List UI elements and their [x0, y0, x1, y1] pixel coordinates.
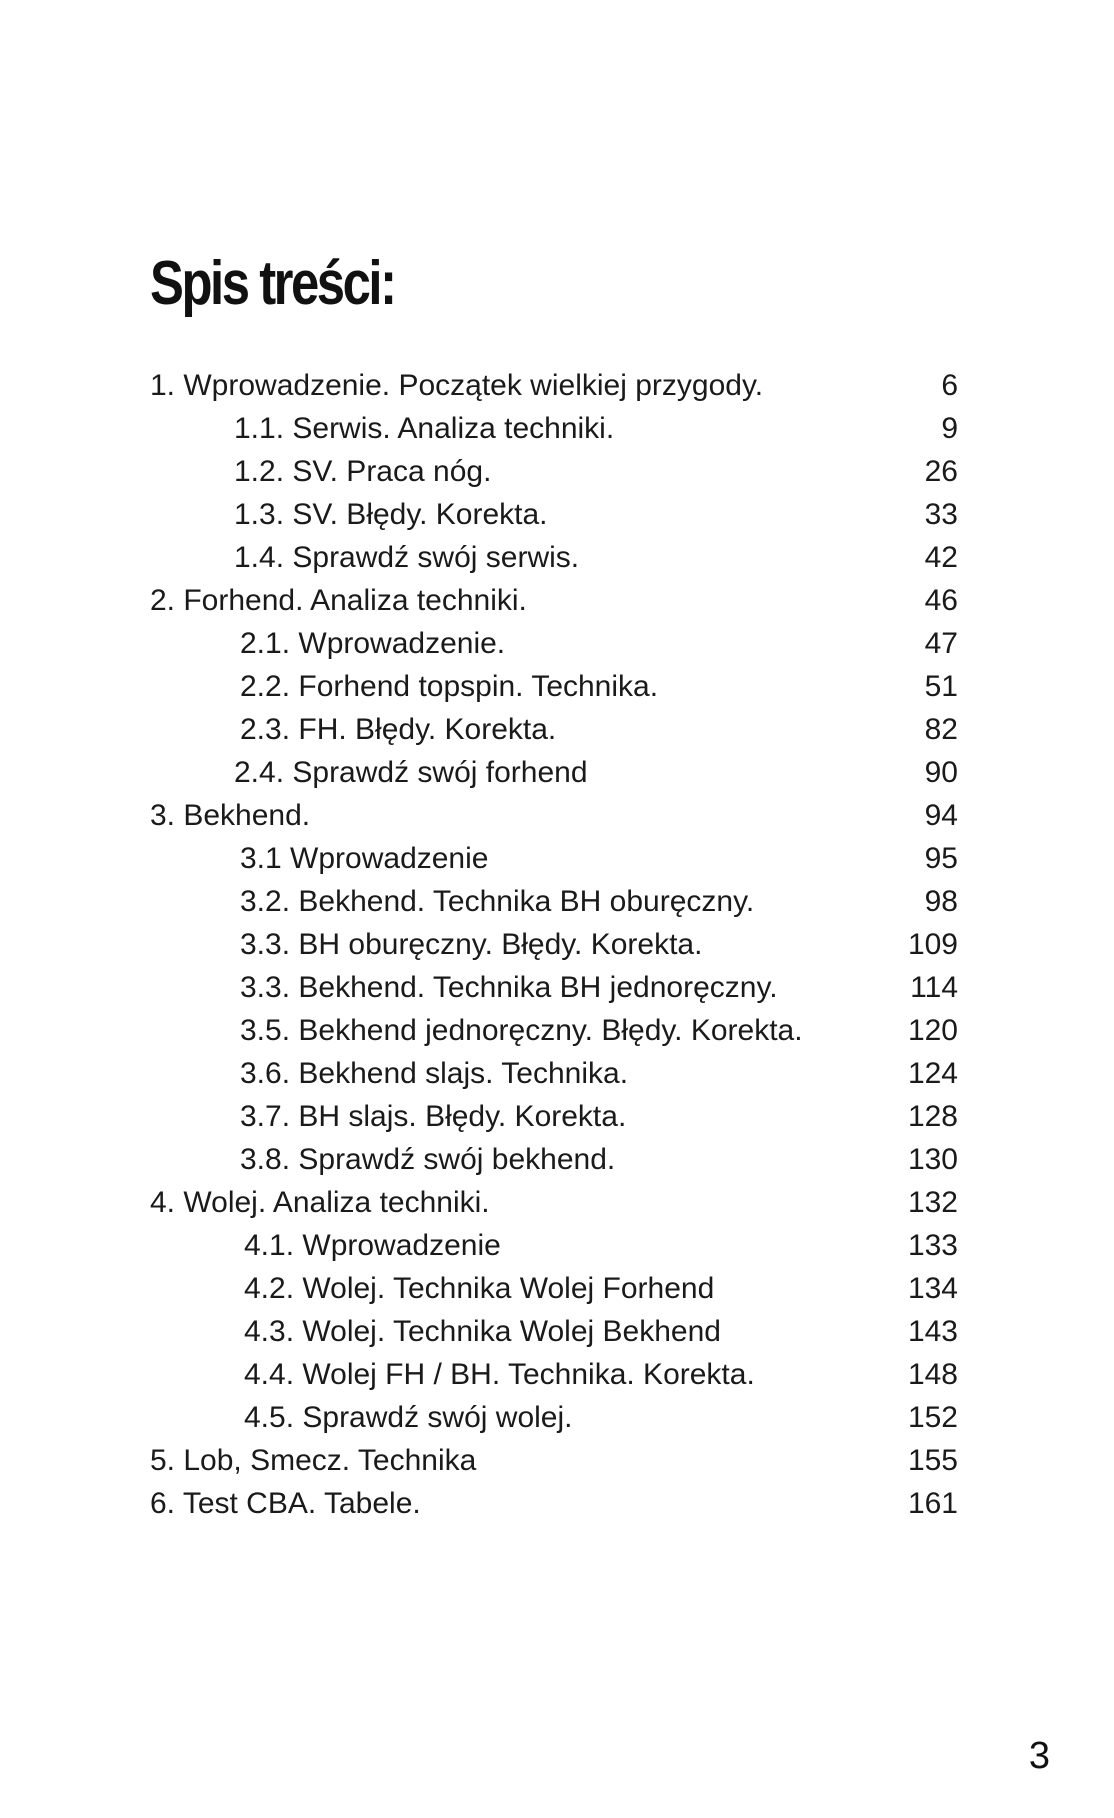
toc-entry-page: 46: [924, 584, 958, 617]
toc-entry-page: 120: [907, 1014, 958, 1047]
toc-entry-page: 9: [941, 412, 958, 445]
toc-entry: [150, 923, 958, 966]
toc-entry-title: 5. Lob, Smecz. Technika: [150, 1444, 477, 1477]
toc-entry: [150, 579, 958, 622]
page-title: Spis treści:: [150, 249, 395, 318]
toc-entry: [150, 751, 958, 794]
toc-entry: [150, 794, 958, 837]
toc-entry-title: 3.2. Bekhend. Technika BH oburęczny.: [240, 885, 755, 918]
toc-entry-title: 3.8. Sprawdź swój bekhend.: [240, 1143, 616, 1176]
toc-entry-title: 4.5. Sprawdź swój wolej.: [244, 1401, 573, 1434]
toc-entry-page: 148: [907, 1358, 958, 1391]
toc-entry: [150, 966, 958, 1009]
toc-entry-page: 132: [907, 1186, 958, 1219]
toc-entry: [150, 622, 958, 665]
toc-entry: [150, 1396, 958, 1439]
toc-entry-page: 47: [924, 627, 958, 660]
toc-entry: [150, 450, 958, 493]
toc-entry: [150, 536, 958, 579]
toc-entry-title: 2.2. Forhend topspin. Technika.: [240, 670, 659, 703]
toc-entry-page: 33: [924, 498, 958, 531]
toc-entry: [150, 407, 958, 450]
toc-entry-page: 152: [907, 1401, 958, 1434]
toc-entry-page: 143: [907, 1315, 958, 1348]
toc-entry-page: 155: [907, 1444, 958, 1477]
toc-entry-title: 1.1. Serwis. Analiza techniki.: [234, 412, 615, 445]
toc-entry-title: 6. Test CBA. Tabele.: [150, 1487, 421, 1520]
toc-entry-page: 90: [924, 756, 958, 789]
toc-entry-page: 95: [924, 842, 958, 875]
toc-entry-title: 3.3. Bekhend. Technika BH jednoręczny.: [240, 971, 778, 1004]
toc-entry-page: 51: [924, 670, 958, 703]
table-of-contents: [150, 364, 958, 1525]
toc-entry-title: 2.1. Wprowadzenie.: [240, 627, 506, 660]
toc-entry-title: 3. Bekhend.: [150, 799, 311, 832]
toc-entry: [150, 1267, 958, 1310]
toc-entry-page: 94: [924, 799, 958, 832]
toc-entry-page: 128: [907, 1100, 958, 1133]
toc-entry: [150, 1353, 958, 1396]
toc-entry-title: 2.3. FH. Błędy. Korekta.: [240, 713, 557, 746]
toc-entry-page: 98: [924, 885, 958, 918]
toc-entry-page: 134: [907, 1272, 958, 1305]
toc-entry: [150, 665, 958, 708]
toc-entry-page: 109: [907, 928, 958, 961]
toc-entry: [150, 708, 958, 751]
toc-entry: [150, 1224, 958, 1267]
toc-entry-title: 1. Wprowadzenie. Początek wielkiej przygody.: [150, 369, 764, 402]
toc-entry-page: 114: [910, 971, 958, 1004]
toc-entry-title: 2.4. Sprawdź swój forhend: [234, 756, 588, 789]
toc-entry-title: 4.1. Wprowadzenie: [244, 1229, 501, 1262]
toc-entry: [150, 493, 958, 536]
toc-entry: [150, 1052, 958, 1095]
toc-entry-page: 130: [907, 1143, 958, 1176]
toc-entry: [150, 1482, 958, 1525]
toc-entry: [150, 1181, 958, 1224]
toc-entry-page: 124: [907, 1057, 958, 1090]
toc-entry-page: 42: [924, 541, 958, 574]
toc-entry: [150, 1095, 958, 1138]
toc-entry: [150, 1439, 958, 1482]
toc-entry-title: 4. Wolej. Analiza techniki.: [150, 1186, 490, 1219]
toc-entry-title: 4.4. Wolej FH / BH. Technika. Korekta.: [244, 1358, 755, 1391]
toc-entry-title: 3.5. Bekhend jednoręczny. Błędy. Korekta.: [240, 1014, 803, 1047]
toc-entry-title: 3.7. BH slajs. Błędy. Korekta.: [240, 1100, 627, 1133]
toc-entry-title: 2. Forhend. Analiza techniki.: [150, 584, 527, 617]
toc-entry: [150, 837, 958, 880]
toc-entry-title: 1.3. SV. Błędy. Korekta.: [234, 498, 548, 531]
toc-entry: [150, 1310, 958, 1353]
toc-entry-page: 82: [924, 713, 958, 746]
toc-entry-title: 1.4. Sprawdź swój serwis.: [234, 541, 580, 574]
toc-entry-page: 26: [924, 455, 958, 488]
toc-entry-title: 4.2. Wolej. Technika Wolej Forhend: [244, 1272, 715, 1305]
toc-entry: [150, 364, 958, 407]
toc-entry-title: 4.3. Wolej. Technika Wolej Bekhend: [244, 1315, 721, 1348]
toc-entry: [150, 1009, 958, 1052]
toc-entry-page: 6: [941, 369, 958, 402]
toc-entry-title: 3.3. BH oburęczny. Błędy. Korekta.: [240, 928, 703, 961]
toc-entry-page: 133: [907, 1229, 958, 1262]
page-number: 3: [1028, 1735, 1050, 1777]
toc-entry-title: 3.6. Bekhend slajs. Technika.: [240, 1057, 629, 1090]
toc-entry-title: 3.1 Wprowadzenie: [240, 842, 489, 875]
toc-entry: [150, 880, 958, 923]
toc-entry: [150, 1138, 958, 1181]
toc-entry-page: 161: [907, 1487, 958, 1520]
toc-entry-title: 1.2. SV. Praca nóg.: [234, 455, 492, 488]
